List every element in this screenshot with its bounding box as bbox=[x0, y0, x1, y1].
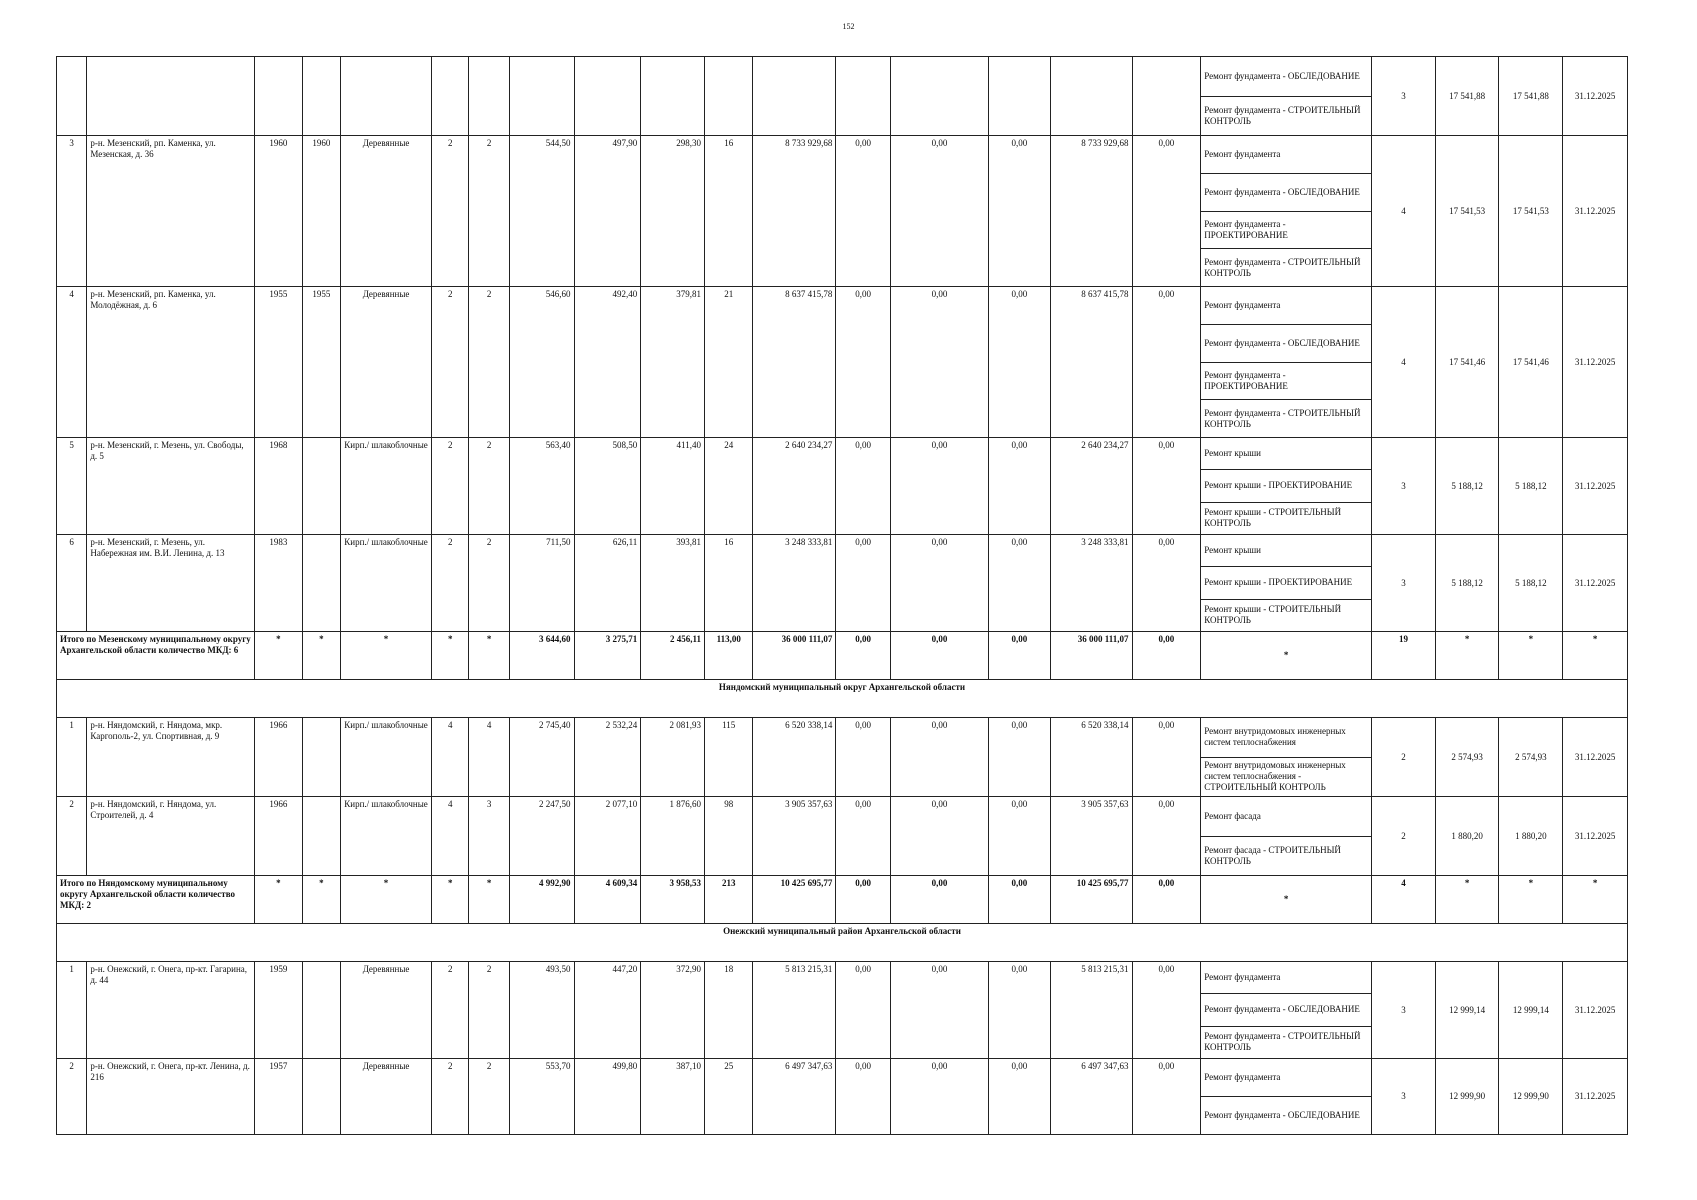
works-count: 3 bbox=[1372, 962, 1436, 1059]
value-owners: 6 497 347,63 bbox=[1050, 1059, 1132, 1135]
value-residents: 18 bbox=[704, 962, 753, 1059]
year-commissioned: 1955 bbox=[302, 287, 340, 438]
cost-limit: 12 999,90 bbox=[1499, 1059, 1563, 1135]
entrances: 4 bbox=[469, 718, 509, 797]
table-row bbox=[57, 438, 1628, 535]
wall-material: Кирп./ шлакоблочные bbox=[341, 718, 432, 797]
value-area-priv: 2 081,93 bbox=[641, 718, 705, 797]
floors: 2 bbox=[432, 287, 469, 438]
work-type: Ремонт крыши bbox=[1204, 448, 1261, 459]
wall-material: Деревянные bbox=[341, 1059, 432, 1135]
year-commissioned bbox=[302, 438, 340, 535]
completion-date: 31.12.2025 bbox=[1563, 718, 1628, 797]
table-cell bbox=[890, 57, 988, 136]
works-count: 2 bbox=[1372, 797, 1436, 876]
entrances: 2 bbox=[469, 1059, 509, 1135]
year-built: 1955 bbox=[255, 287, 303, 438]
value-area-res: 2 532,24 bbox=[574, 718, 641, 797]
cost-limit: 5 188,12 bbox=[1499, 438, 1563, 535]
work-type: Ремонт фундамента bbox=[1204, 299, 1281, 310]
building-address: р-н. Няндомский, г. Няндома, мкр. Каргополь-2, ул. Спортивная, д. 9 bbox=[87, 718, 255, 797]
completion-date: 31.12.2025 bbox=[1563, 797, 1628, 876]
capital-repair-table bbox=[56, 56, 1628, 1135]
building-address: р-н. Мезенский, рп. Каменка, ул. Мезенская, д. 36 bbox=[87, 136, 255, 287]
value-area-res: 497,90 bbox=[574, 136, 641, 287]
cost-per-sqm: 5 188,12 bbox=[1435, 438, 1499, 535]
work-type: Ремонт фундамента - СТРОИТЕЛЬНЫЙ КОНТРОЛЬ bbox=[1201, 1026, 1371, 1058]
value-residents: 16 bbox=[704, 535, 753, 632]
table-cell bbox=[341, 57, 432, 136]
total-star: * bbox=[1563, 632, 1628, 680]
table-cell bbox=[57, 57, 87, 136]
section-title: Онежский муниципальный район Архангельской области bbox=[57, 924, 1628, 962]
work-type: Ремонт фундамента - ОБСЛЕДОВАНИЕ bbox=[1201, 993, 1371, 1025]
value-f3: 0,00 bbox=[988, 962, 1050, 1059]
value-f3: 0,00 bbox=[988, 438, 1050, 535]
value-f3: 0,00 bbox=[988, 797, 1050, 876]
works-count: 4 bbox=[1372, 136, 1436, 287]
work-type: Ремонт фундамента - ОБСЛЕДОВАНИЕ bbox=[1204, 70, 1360, 81]
year-commissioned: 1960 bbox=[302, 136, 340, 287]
work-types-cell bbox=[1201, 438, 1372, 535]
value-area-res: 2 077,10 bbox=[574, 797, 641, 876]
cost-per-sqm: 1 880,20 bbox=[1435, 797, 1499, 876]
value-residents: 98 bbox=[704, 797, 753, 876]
completion-date: 31.12.2025 bbox=[1563, 136, 1628, 287]
total-row bbox=[57, 632, 1628, 680]
total-star: * bbox=[302, 632, 340, 680]
year-built: 1959 bbox=[255, 962, 303, 1059]
cost-limit: 2 574,93 bbox=[1499, 718, 1563, 797]
row-number: 4 bbox=[57, 287, 87, 438]
row-number: 1 bbox=[57, 718, 87, 797]
value-area-priv: 298,30 bbox=[641, 136, 705, 287]
value-owners: 2 640 234,27 bbox=[1050, 438, 1132, 535]
value-area-total: 2 745,40 bbox=[509, 718, 574, 797]
section-header-row bbox=[57, 680, 1628, 718]
value-owners: 6 520 338,14 bbox=[1050, 718, 1132, 797]
table-row bbox=[57, 1059, 1628, 1135]
value-f2: 0,00 bbox=[890, 136, 988, 287]
work-type: Ремонт крыши bbox=[1204, 545, 1261, 556]
value-area-priv: 372,90 bbox=[641, 962, 705, 1059]
total-area-total: 4 992,90 bbox=[509, 876, 574, 924]
total-cost-total: 36 000 111,07 bbox=[753, 632, 836, 680]
work-types-cell bbox=[1201, 136, 1372, 287]
total-cost-total: 10 425 695,77 bbox=[753, 876, 836, 924]
works-count: 3 bbox=[1372, 438, 1436, 535]
work-type: Ремонт фундамента - СТРОИТЕЛЬНЫЙ КОНТРОЛЬ bbox=[1201, 248, 1371, 286]
value-area-total: 544,50 bbox=[509, 136, 574, 287]
total-residents: 113,00 bbox=[704, 632, 753, 680]
section-header-row bbox=[57, 924, 1628, 962]
work-types-cell bbox=[1201, 57, 1372, 136]
total-f2: 0,00 bbox=[890, 876, 988, 924]
value-f2: 0,00 bbox=[890, 438, 988, 535]
year-commissioned bbox=[302, 962, 340, 1059]
cost-per-sqm: 12 999,14 bbox=[1435, 962, 1499, 1059]
table-row bbox=[57, 718, 1628, 797]
total-label: Итого по Мезенскому муниципальному округу Архангельской области количество МКД: 6 bbox=[57, 632, 255, 680]
total-star: * bbox=[1435, 632, 1499, 680]
value-other: 0,00 bbox=[1132, 438, 1201, 535]
work-types-list bbox=[1201, 962, 1371, 1058]
work-type: Ремонт фундамента bbox=[1204, 148, 1281, 159]
value-f1: 0,00 bbox=[836, 797, 891, 876]
total-works-count: 4 bbox=[1372, 876, 1436, 924]
table-cell bbox=[1050, 57, 1132, 136]
value-cost-total: 3 905 357,63 bbox=[753, 797, 836, 876]
year-built: 1960 bbox=[255, 136, 303, 287]
total-star: * bbox=[1563, 876, 1628, 924]
work-types-list bbox=[1201, 57, 1371, 135]
table-cell bbox=[1132, 57, 1201, 136]
table-row bbox=[57, 136, 1628, 287]
value-owners: 5 813 215,31 bbox=[1050, 962, 1132, 1059]
year-commissioned bbox=[302, 535, 340, 632]
year-built: 1966 bbox=[255, 718, 303, 797]
value-f2: 0,00 bbox=[890, 287, 988, 438]
entrances: 2 bbox=[469, 136, 509, 287]
value-area-total: 493,50 bbox=[509, 962, 574, 1059]
total-other: 0,00 bbox=[1132, 876, 1201, 924]
value-residents: 16 bbox=[704, 136, 753, 287]
total-area-priv: 3 958,53 bbox=[641, 876, 705, 924]
total-area-res: 4 609,34 bbox=[574, 876, 641, 924]
total-star: * bbox=[341, 632, 432, 680]
entrances: 2 bbox=[469, 287, 509, 438]
cost-per-sqm: 12 999,90 bbox=[1435, 1059, 1499, 1135]
total-star: * bbox=[432, 632, 469, 680]
value-area-total: 2 247,50 bbox=[509, 797, 574, 876]
work-types-list bbox=[1201, 136, 1371, 286]
value-f2: 0,00 bbox=[890, 718, 988, 797]
value-area-res: 508,50 bbox=[574, 438, 641, 535]
table-row bbox=[57, 535, 1628, 632]
value-area-total: 546,60 bbox=[509, 287, 574, 438]
total-other: 0,00 bbox=[1132, 632, 1201, 680]
wall-material: Деревянные bbox=[341, 962, 432, 1059]
year-commissioned bbox=[302, 1059, 340, 1135]
value-area-priv: 393,81 bbox=[641, 535, 705, 632]
work-types-list bbox=[1201, 535, 1371, 631]
year-built: 1968 bbox=[255, 438, 303, 535]
page-number: 152 bbox=[842, 22, 855, 31]
table-row bbox=[57, 287, 1628, 438]
value-owners: 8 733 929,68 bbox=[1050, 136, 1132, 287]
completion-date: 31.12.2025 bbox=[1563, 1059, 1628, 1135]
value-f3: 0,00 bbox=[988, 1059, 1050, 1135]
table-row bbox=[57, 57, 1628, 136]
total-star: * bbox=[432, 876, 469, 924]
total-f3: 0,00 bbox=[988, 876, 1050, 924]
entrances: 3 bbox=[469, 797, 509, 876]
value-f1: 0,00 bbox=[836, 136, 891, 287]
value-residents: 21 bbox=[704, 287, 753, 438]
value-residents: 25 bbox=[704, 1059, 753, 1135]
value-other: 0,00 bbox=[1132, 535, 1201, 632]
total-row bbox=[57, 876, 1628, 924]
work-type: Ремонт крыши - СТРОИТЕЛЬНЫЙ КОНТРОЛЬ bbox=[1201, 599, 1371, 631]
value-f2: 0,00 bbox=[890, 1059, 988, 1135]
floors: 2 bbox=[432, 438, 469, 535]
cost-per-sqm: 17 541,46 bbox=[1435, 287, 1499, 438]
works-count: 3 bbox=[1372, 57, 1436, 136]
row-number: 1 bbox=[57, 962, 87, 1059]
works-count: 3 bbox=[1372, 535, 1436, 632]
value-other: 0,00 bbox=[1132, 718, 1201, 797]
cost-limit: 17 541,53 bbox=[1499, 136, 1563, 287]
wall-material: Кирп./ шлакоблочные bbox=[341, 797, 432, 876]
value-f2: 0,00 bbox=[890, 535, 988, 632]
value-area-priv: 1 876,60 bbox=[641, 797, 705, 876]
total-star: * bbox=[255, 876, 303, 924]
cost-limit: 17 541,46 bbox=[1499, 287, 1563, 438]
row-number: 2 bbox=[57, 797, 87, 876]
work-type: Ремонт фундамента - ОБСЛЕДОВАНИЕ bbox=[1201, 1096, 1371, 1134]
cost-per-sqm: 17 541,53 bbox=[1435, 136, 1499, 287]
building-address: р-н. Онежский, г. Онега, пр-кт. Гагарина, д. 44 bbox=[87, 962, 255, 1059]
value-cost-total: 5 813 215,31 bbox=[753, 962, 836, 1059]
work-types-list bbox=[1201, 1059, 1371, 1134]
works-count: 2 bbox=[1372, 718, 1436, 797]
table-cell bbox=[302, 57, 340, 136]
value-area-res: 499,80 bbox=[574, 1059, 641, 1135]
year-built: 1957 bbox=[255, 1059, 303, 1135]
value-f1: 0,00 bbox=[836, 287, 891, 438]
value-cost-total: 3 248 333,81 bbox=[753, 535, 836, 632]
total-works-star: * bbox=[1201, 876, 1372, 924]
cost-per-sqm: 17 541,88 bbox=[1435, 57, 1499, 136]
value-owners: 3 248 333,81 bbox=[1050, 535, 1132, 632]
cost-limit: 1 880,20 bbox=[1499, 797, 1563, 876]
total-star: * bbox=[302, 876, 340, 924]
floors: 4 bbox=[432, 797, 469, 876]
work-types-list bbox=[1201, 718, 1371, 796]
cost-per-sqm: 5 188,12 bbox=[1435, 535, 1499, 632]
work-types-list bbox=[1201, 287, 1371, 437]
total-star: * bbox=[1499, 632, 1563, 680]
work-types-cell bbox=[1201, 535, 1372, 632]
completion-date: 31.12.2025 bbox=[1563, 438, 1628, 535]
wall-material: Деревянные bbox=[341, 136, 432, 287]
table-cell bbox=[753, 57, 836, 136]
floors: 4 bbox=[432, 718, 469, 797]
year-commissioned bbox=[302, 797, 340, 876]
cost-per-sqm: 2 574,93 bbox=[1435, 718, 1499, 797]
completion-date: 31.12.2025 bbox=[1563, 287, 1628, 438]
work-types-cell bbox=[1201, 962, 1372, 1059]
wall-material: Деревянные bbox=[341, 287, 432, 438]
work-type: Ремонт крыши - СТРОИТЕЛЬНЫЙ КОНТРОЛЬ bbox=[1201, 502, 1371, 534]
wall-material: Кирп./ шлакоблочные bbox=[341, 438, 432, 535]
value-f1: 0,00 bbox=[836, 535, 891, 632]
year-built: 1966 bbox=[255, 797, 303, 876]
building-address: р-н. Мезенский, г. Мезень, ул. Свободы, д. 5 bbox=[87, 438, 255, 535]
work-type: Ремонт фасада - СТРОИТЕЛЬНЫЙ КОНТРОЛЬ bbox=[1201, 836, 1371, 876]
table-cell bbox=[87, 57, 255, 136]
work-type: Ремонт крыши - ПРОЕКТИРОВАНИЕ bbox=[1201, 566, 1371, 598]
work-types-cell bbox=[1201, 718, 1372, 797]
total-works-star: * bbox=[1201, 632, 1372, 680]
total-star: * bbox=[255, 632, 303, 680]
work-type: Ремонт фундамента - СТРОИТЕЛЬНЫЙ КОНТРОЛЬ bbox=[1201, 399, 1371, 437]
work-type: Ремонт внутридомовых инженерных систем теплоснабжения bbox=[1204, 726, 1346, 748]
entrances: 2 bbox=[469, 962, 509, 1059]
total-owners: 36 000 111,07 bbox=[1050, 632, 1132, 680]
floors: 2 bbox=[432, 962, 469, 1059]
table-cell bbox=[574, 57, 641, 136]
work-type: Ремонт внутридомовых инженерных систем теплоснабжения - СТРОИТЕЛЬНЫЙ КОНТРОЛЬ bbox=[1201, 757, 1371, 797]
total-f1: 0,00 bbox=[836, 876, 891, 924]
work-type: Ремонт фасада bbox=[1204, 810, 1261, 821]
value-f2: 0,00 bbox=[890, 797, 988, 876]
value-cost-total: 8 637 415,78 bbox=[753, 287, 836, 438]
table-cell bbox=[509, 57, 574, 136]
value-f1: 0,00 bbox=[836, 1059, 891, 1135]
cost-limit: 5 188,12 bbox=[1499, 535, 1563, 632]
entrances: 2 bbox=[469, 535, 509, 632]
total-f2: 0,00 bbox=[890, 632, 988, 680]
row-number: 5 bbox=[57, 438, 87, 535]
document-sheet bbox=[56, 56, 1628, 1135]
table-cell bbox=[469, 57, 509, 136]
cost-limit: 17 541,88 bbox=[1499, 57, 1563, 136]
value-cost-total: 2 640 234,27 bbox=[753, 438, 836, 535]
total-f1: 0,00 bbox=[836, 632, 891, 680]
work-types-cell bbox=[1201, 1059, 1372, 1135]
work-types-list bbox=[1201, 797, 1371, 875]
row-number: 2 bbox=[57, 1059, 87, 1135]
work-type: Ремонт крыши - ПРОЕКТИРОВАНИЕ bbox=[1201, 469, 1371, 501]
floors: 2 bbox=[432, 535, 469, 632]
total-residents: 213 bbox=[704, 876, 753, 924]
table-cell bbox=[988, 57, 1050, 136]
total-star: * bbox=[1499, 876, 1563, 924]
value-area-total: 553,70 bbox=[509, 1059, 574, 1135]
value-area-total: 711,50 bbox=[509, 535, 574, 632]
value-owners: 8 637 415,78 bbox=[1050, 287, 1132, 438]
table-cell bbox=[641, 57, 705, 136]
value-area-res: 492,40 bbox=[574, 287, 641, 438]
value-f1: 0,00 bbox=[836, 438, 891, 535]
value-area-res: 626,11 bbox=[574, 535, 641, 632]
total-area-total: 3 644,60 bbox=[509, 632, 574, 680]
value-other: 0,00 bbox=[1132, 287, 1201, 438]
cost-limit: 12 999,14 bbox=[1499, 962, 1563, 1059]
work-type: Ремонт фундамента - ОБСЛЕДОВАНИЕ bbox=[1201, 173, 1371, 211]
value-owners: 3 905 357,63 bbox=[1050, 797, 1132, 876]
total-star: * bbox=[341, 876, 432, 924]
total-area-res: 3 275,71 bbox=[574, 632, 641, 680]
value-residents: 24 bbox=[704, 438, 753, 535]
value-area-priv: 411,40 bbox=[641, 438, 705, 535]
value-cost-total: 8 733 929,68 bbox=[753, 136, 836, 287]
total-label: Итого по Няндомскому муниципальному округу Архангельской области количество МКД: 2 bbox=[57, 876, 255, 924]
table-cell bbox=[432, 57, 469, 136]
value-other: 0,00 bbox=[1132, 797, 1201, 876]
table-row bbox=[57, 797, 1628, 876]
row-number: 3 bbox=[57, 136, 87, 287]
total-works-count: 19 bbox=[1372, 632, 1436, 680]
total-star: * bbox=[469, 876, 509, 924]
floors: 2 bbox=[432, 136, 469, 287]
building-address: р-н. Мезенский, г. Мезень, ул. Набережная им. В.И. Ленина, д. 13 bbox=[87, 535, 255, 632]
value-f3: 0,00 bbox=[988, 136, 1050, 287]
work-types-cell bbox=[1201, 797, 1372, 876]
floors: 2 bbox=[432, 1059, 469, 1135]
value-f1: 0,00 bbox=[836, 718, 891, 797]
value-other: 0,00 bbox=[1132, 1059, 1201, 1135]
building-address: р-н. Няндомский, г. Няндома, ул. Строителей, д. 4 bbox=[87, 797, 255, 876]
value-f3: 0,00 bbox=[988, 287, 1050, 438]
work-type: Ремонт фундамента - ПРОЕКТИРОВАНИЕ bbox=[1201, 211, 1371, 249]
value-area-res: 447,20 bbox=[574, 962, 641, 1059]
value-residents: 115 bbox=[704, 718, 753, 797]
value-other: 0,00 bbox=[1132, 136, 1201, 287]
work-type: Ремонт фундамента bbox=[1204, 972, 1281, 983]
work-type: Ремонт фундамента bbox=[1204, 1072, 1281, 1082]
entrances: 2 bbox=[469, 438, 509, 535]
work-types-list bbox=[1201, 438, 1371, 534]
work-types-cell bbox=[1201, 287, 1372, 438]
total-f3: 0,00 bbox=[988, 632, 1050, 680]
value-cost-total: 6 497 347,63 bbox=[753, 1059, 836, 1135]
works-count: 4 bbox=[1372, 287, 1436, 438]
total-owners: 10 425 695,77 bbox=[1050, 876, 1132, 924]
wall-material: Кирп./ шлакоблочные bbox=[341, 535, 432, 632]
work-type: Ремонт фундамента - СТРОИТЕЛЬНЫЙ КОНТРОЛЬ bbox=[1201, 96, 1371, 136]
total-star: * bbox=[1435, 876, 1499, 924]
table-cell bbox=[704, 57, 753, 136]
section-title: Няндомский муниципальный округ Архангельской области bbox=[57, 680, 1628, 718]
year-commissioned bbox=[302, 718, 340, 797]
value-cost-total: 6 520 338,14 bbox=[753, 718, 836, 797]
table-cell bbox=[255, 57, 303, 136]
table-cell bbox=[836, 57, 891, 136]
completion-date: 31.12.2025 bbox=[1563, 57, 1628, 136]
total-area-priv: 2 456,11 bbox=[641, 632, 705, 680]
value-f3: 0,00 bbox=[988, 535, 1050, 632]
value-area-priv: 387,10 bbox=[641, 1059, 705, 1135]
table-row bbox=[57, 962, 1628, 1059]
row-number: 6 bbox=[57, 535, 87, 632]
value-f3: 0,00 bbox=[988, 718, 1050, 797]
value-area-priv: 379,81 bbox=[641, 287, 705, 438]
total-star: * bbox=[469, 632, 509, 680]
completion-date: 31.12.2025 bbox=[1563, 535, 1628, 632]
building-address: р-н. Онежский, г. Онега, пр-кт. Ленина, д. 216 bbox=[87, 1059, 255, 1135]
value-f2: 0,00 bbox=[890, 962, 988, 1059]
work-type: Ремонт фундамента - ПРОЕКТИРОВАНИЕ bbox=[1201, 362, 1371, 400]
works-count: 3 bbox=[1372, 1059, 1436, 1135]
year-built: 1983 bbox=[255, 535, 303, 632]
building-address: р-н. Мезенский, рп. Каменка, ул. Молодёжная, д. 6 bbox=[87, 287, 255, 438]
value-other: 0,00 bbox=[1132, 962, 1201, 1059]
completion-date: 31.12.2025 bbox=[1563, 962, 1628, 1059]
value-area-total: 563,40 bbox=[509, 438, 574, 535]
work-type: Ремонт фундамента - ОБСЛЕДОВАНИЕ bbox=[1201, 324, 1371, 362]
value-f1: 0,00 bbox=[836, 962, 891, 1059]
